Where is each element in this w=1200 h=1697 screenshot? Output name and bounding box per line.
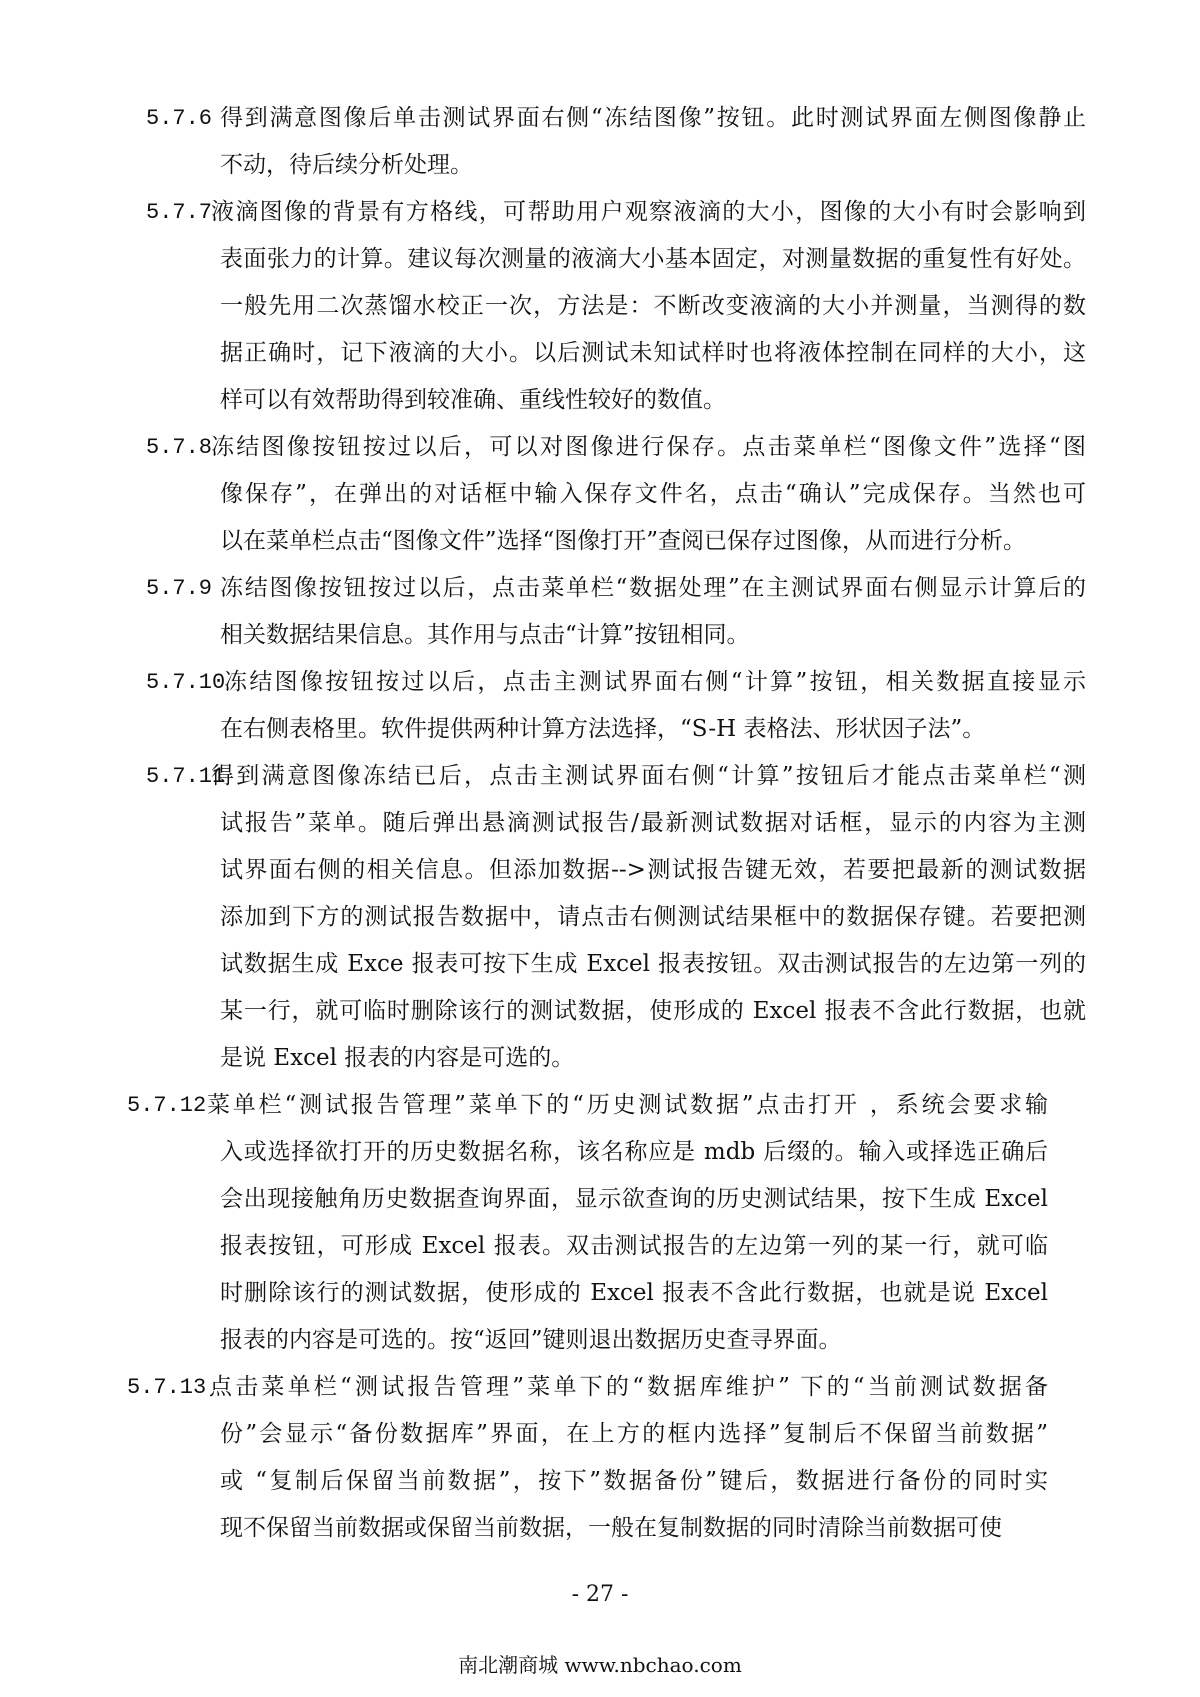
text-line: 在右侧表格里。软件提供两种计算方法选择，“S-H 表格法、形状因子法”。: [220, 716, 986, 742]
text-line: 表面张力的计算。建议每次测量的液滴大小基本固定，对测量数据的重复性有好处。: [220, 246, 1086, 272]
text-line: 份”会显示“备份数据库”界面，在上方的框内选择”复制后不保留当前数据”: [220, 1421, 1048, 1447]
text-line: 像保存”，在弹出的对话框中输入保存文件名，点击“确认”完成保存。当然也可: [220, 481, 1086, 507]
text-line: 得到满意图像后单击测试界面右侧“冻结图像”按钮。此时测试界面左侧图像静止: [220, 105, 1086, 131]
footer-watermark: 南北潮商城 www.nbchao.com: [458, 1653, 742, 1677]
section-number: 5.7.6: [146, 106, 213, 131]
text-line: 或 “复制后保留当前数据”，按下”数据备份”键后，数据进行备份的同时实: [220, 1468, 1048, 1494]
section-number: 5.7.12: [127, 1093, 207, 1118]
text-line: 液滴图像的背景有方格线，可帮助用户观察液滴的大小，图像的大小有时会影响到: [211, 199, 1086, 225]
text-line: 试数据生成 Exce 报表可按下生成 Excel 报表按钮。双击测试报告的左边第一列的: [220, 951, 1086, 977]
text-line: 菜单栏“测试报告管理”菜单下的“历史测试数据”点击打开 ，系统会要求输: [207, 1092, 1048, 1118]
text-line: 不动，待后续分析处理。: [220, 152, 473, 178]
text-line: 是说 Excel 报表的内容是可选的。: [220, 1045, 575, 1071]
section-number: 5.7.13: [127, 1375, 207, 1400]
text-line: 报表按钮，可形成 Excel 报表。双击测试报告的左边第一列的某一行，就可临: [220, 1233, 1048, 1259]
text-line: 点击菜单栏“测试报告管理”菜单下的“数据库维护” 下的“当前测试数据备: [209, 1374, 1048, 1400]
text-line: 以在菜单栏点击“图像文件”选择“图像打开”查阅已保存过图像，从而进行分析。: [220, 528, 1027, 554]
page-number: - 27 -: [571, 1582, 629, 1607]
section-number: 5.7.10: [146, 670, 226, 695]
text-line: 冻结图像按钮按过以后，点击主测试界面右侧“计算”按钮，相关数据直接显示: [224, 669, 1086, 695]
section-number: 5.7.9: [146, 576, 213, 601]
text-line: 试界面右侧的相关信息。但添加数据-->测试报告键无效，若要把最新的测试数据: [220, 857, 1086, 883]
text-line: 样可以有效帮助得到较准确、重线性较好的数值。: [220, 387, 726, 413]
text-line: 一般先用二次蒸馏水校正一次，方法是：不断改变液滴的大小并测量，当测得的数: [220, 293, 1086, 319]
text-line: 相关数据结果信息。其作用与点击“计算”按钮相同。: [220, 622, 750, 648]
text-line: 报表的内容是可选的。按“返回”键则退出数据历史查寻界面。: [220, 1327, 842, 1353]
section-number: 5.7.7: [146, 200, 213, 225]
section-number: 5.7.11: [146, 764, 226, 789]
text-line: 某一行，就可临时删除该行的测试数据，使形成的 Excel 报表不含此行数据，也就: [220, 998, 1086, 1024]
text-line: 现不保留当前数据或保留当前数据，一般在复制数据的同时清除当前数据可使: [220, 1515, 1002, 1541]
text-line: 添加到下方的测试报告数据中，请点击右侧测试结果框中的数据保存键。若要把测: [220, 904, 1086, 930]
text-line: 冻结图像按钮按过以后，可以对图像进行保存。点击菜单栏“图像文件”选择“图: [211, 434, 1086, 460]
text-line: 时删除该行的测试数据，使形成的 Excel 报表不含此行数据，也就是说 Excel: [220, 1280, 1048, 1306]
text-line: 会出现接触角历史数据查询界面，显示欲查询的历史测试结果，按下生成 Excel: [220, 1186, 1048, 1212]
text-line: 冻结图像按钮按过以后，点击菜单栏“数据处理”在主测试界面右侧显示计算后的: [220, 575, 1086, 601]
text-line: 入或选择欲打开的历史数据名称，该名称应是 mdb 后缀的。输入或择选正确后: [220, 1139, 1048, 1165]
text-line: 据正确时，记下液滴的大小。以后测试未知试样时也将液体控制在同样的大小，这: [220, 340, 1086, 366]
text-line: 得到满意图像冻结已后，点击主测试界面右侧“计算”按钮后才能点击菜单栏“测: [211, 763, 1086, 789]
text-line: 试报告”菜单。随后弹出悬滴测试报告/最新测试数据对话框，显示的内容为主测: [220, 810, 1086, 836]
section-number: 5.7.8: [146, 435, 213, 460]
